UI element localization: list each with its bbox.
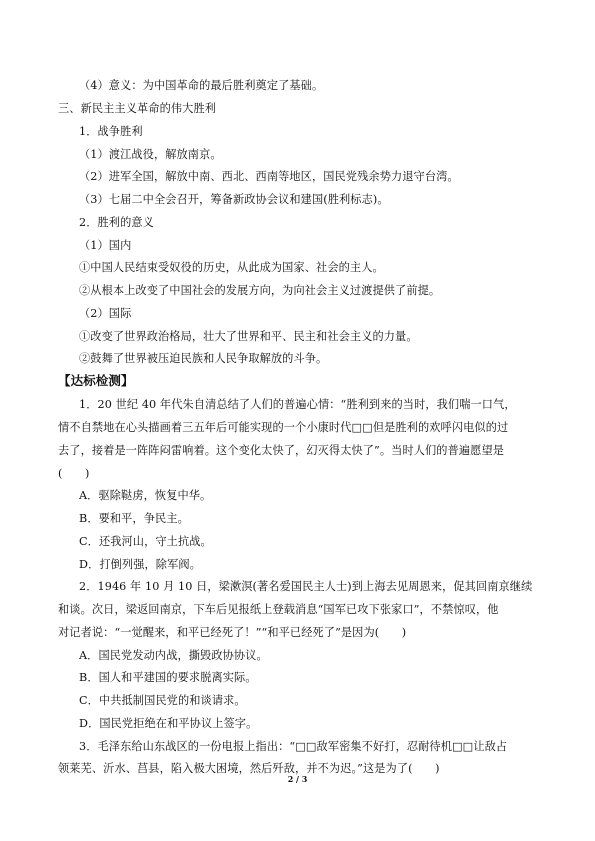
text-line: ①改变了世界政治格局，壮大了世界和平、民主和社会主义的力量。 [79,330,418,343]
option-b: B．要和平，争民主。 [79,512,189,525]
text-line: （2）进军全国，解放中南、西北、西南等地区，国民党残余势力退守台湾。 [79,170,459,183]
text-line: ②从根本上改变了中国社会的发展方向，为向社会主义过渡提供了前提。 [79,284,441,297]
question-2-stem: 和谈。次日，梁返回南京，下车后见报纸上登载消息“国军已攻下张家口”，不禁惊叹，他 [58,603,499,616]
question-3-stem: 领莱芜、沂水、莒县，陷入极大困境，然后歼敌，并不为迟。”这是为了( ) [58,762,440,775]
option-d: D．打倒列强，除军阀。 [79,558,201,571]
section-title: 三、新民主主义革命的伟大胜利 [58,102,217,115]
text-line: （4）意义：为中国革命的最后胜利奠定了基础。 [79,79,324,92]
option-c: C．还我河山，守土抗战。 [79,535,212,548]
option-a: A．国民党发动内战，撕毁政协协议。 [79,649,268,662]
page-number: 2 / 3 [287,774,308,784]
text-line: ①中国人民结束受奴役的历史，从此成为国家、社会的主人。 [79,261,384,274]
question-2-stem: 2．1946 年 10 月 10 日，梁漱溟(著名爱国民主人士)到上海去见周恩来，促其回南京继续 [79,580,533,593]
question-3-stem: 3．毛泽东给山东战区的一份电报上指出：“□□敌军密集不好打，忍耐待机□□让敌占 [79,740,508,753]
question-1-stem: 情不自禁地在心头描画着三五年后可能实现的一个小康时代□□但是胜利的欢呼闪电似的过 [58,421,509,434]
text-line: 2．胜利的意义 [79,216,154,229]
text-line: （2）国际 [79,307,132,320]
text-line: ②鼓舞了世界被压迫民族和人民争取解放的斗争。 [79,352,328,365]
section-heading: 【达标检测】 [58,373,134,388]
question-2-stem: 对记者说：“一觉醒来，和平已经死了！”“和平已经死了”是因为( ) [58,626,407,639]
text-line: （1）国内 [79,239,132,252]
text-line: （1）渡江战役，解放南京。 [79,148,222,161]
option-d: D．国民党拒绝在和平协议上签字。 [79,717,258,730]
option-c: C．中共抵制国民党的和谈请求。 [79,694,246,707]
text-line: 1．战争胜利 [79,125,143,138]
text-line: （3）七届二中全会召开，筹备新政协会议和建国(胜利标志)。 [79,193,389,206]
question-1-stem: 1．20 世纪 40 年代朱自清总结了人们的普遍心情：“胜利到来的当时，我们喘一口气， [79,398,516,411]
answer-blank: ( ) [58,467,90,480]
option-b: B．国人和平建国的要求脱离实际。 [79,671,257,684]
option-a: A．驱除鞑虏，恢复中华。 [79,489,212,502]
question-1-stem: 去了，接着是一阵阵闷雷响着。这个变化太快了，幻灭得太快了”。当时人们的普遍愿望是 [58,444,505,457]
